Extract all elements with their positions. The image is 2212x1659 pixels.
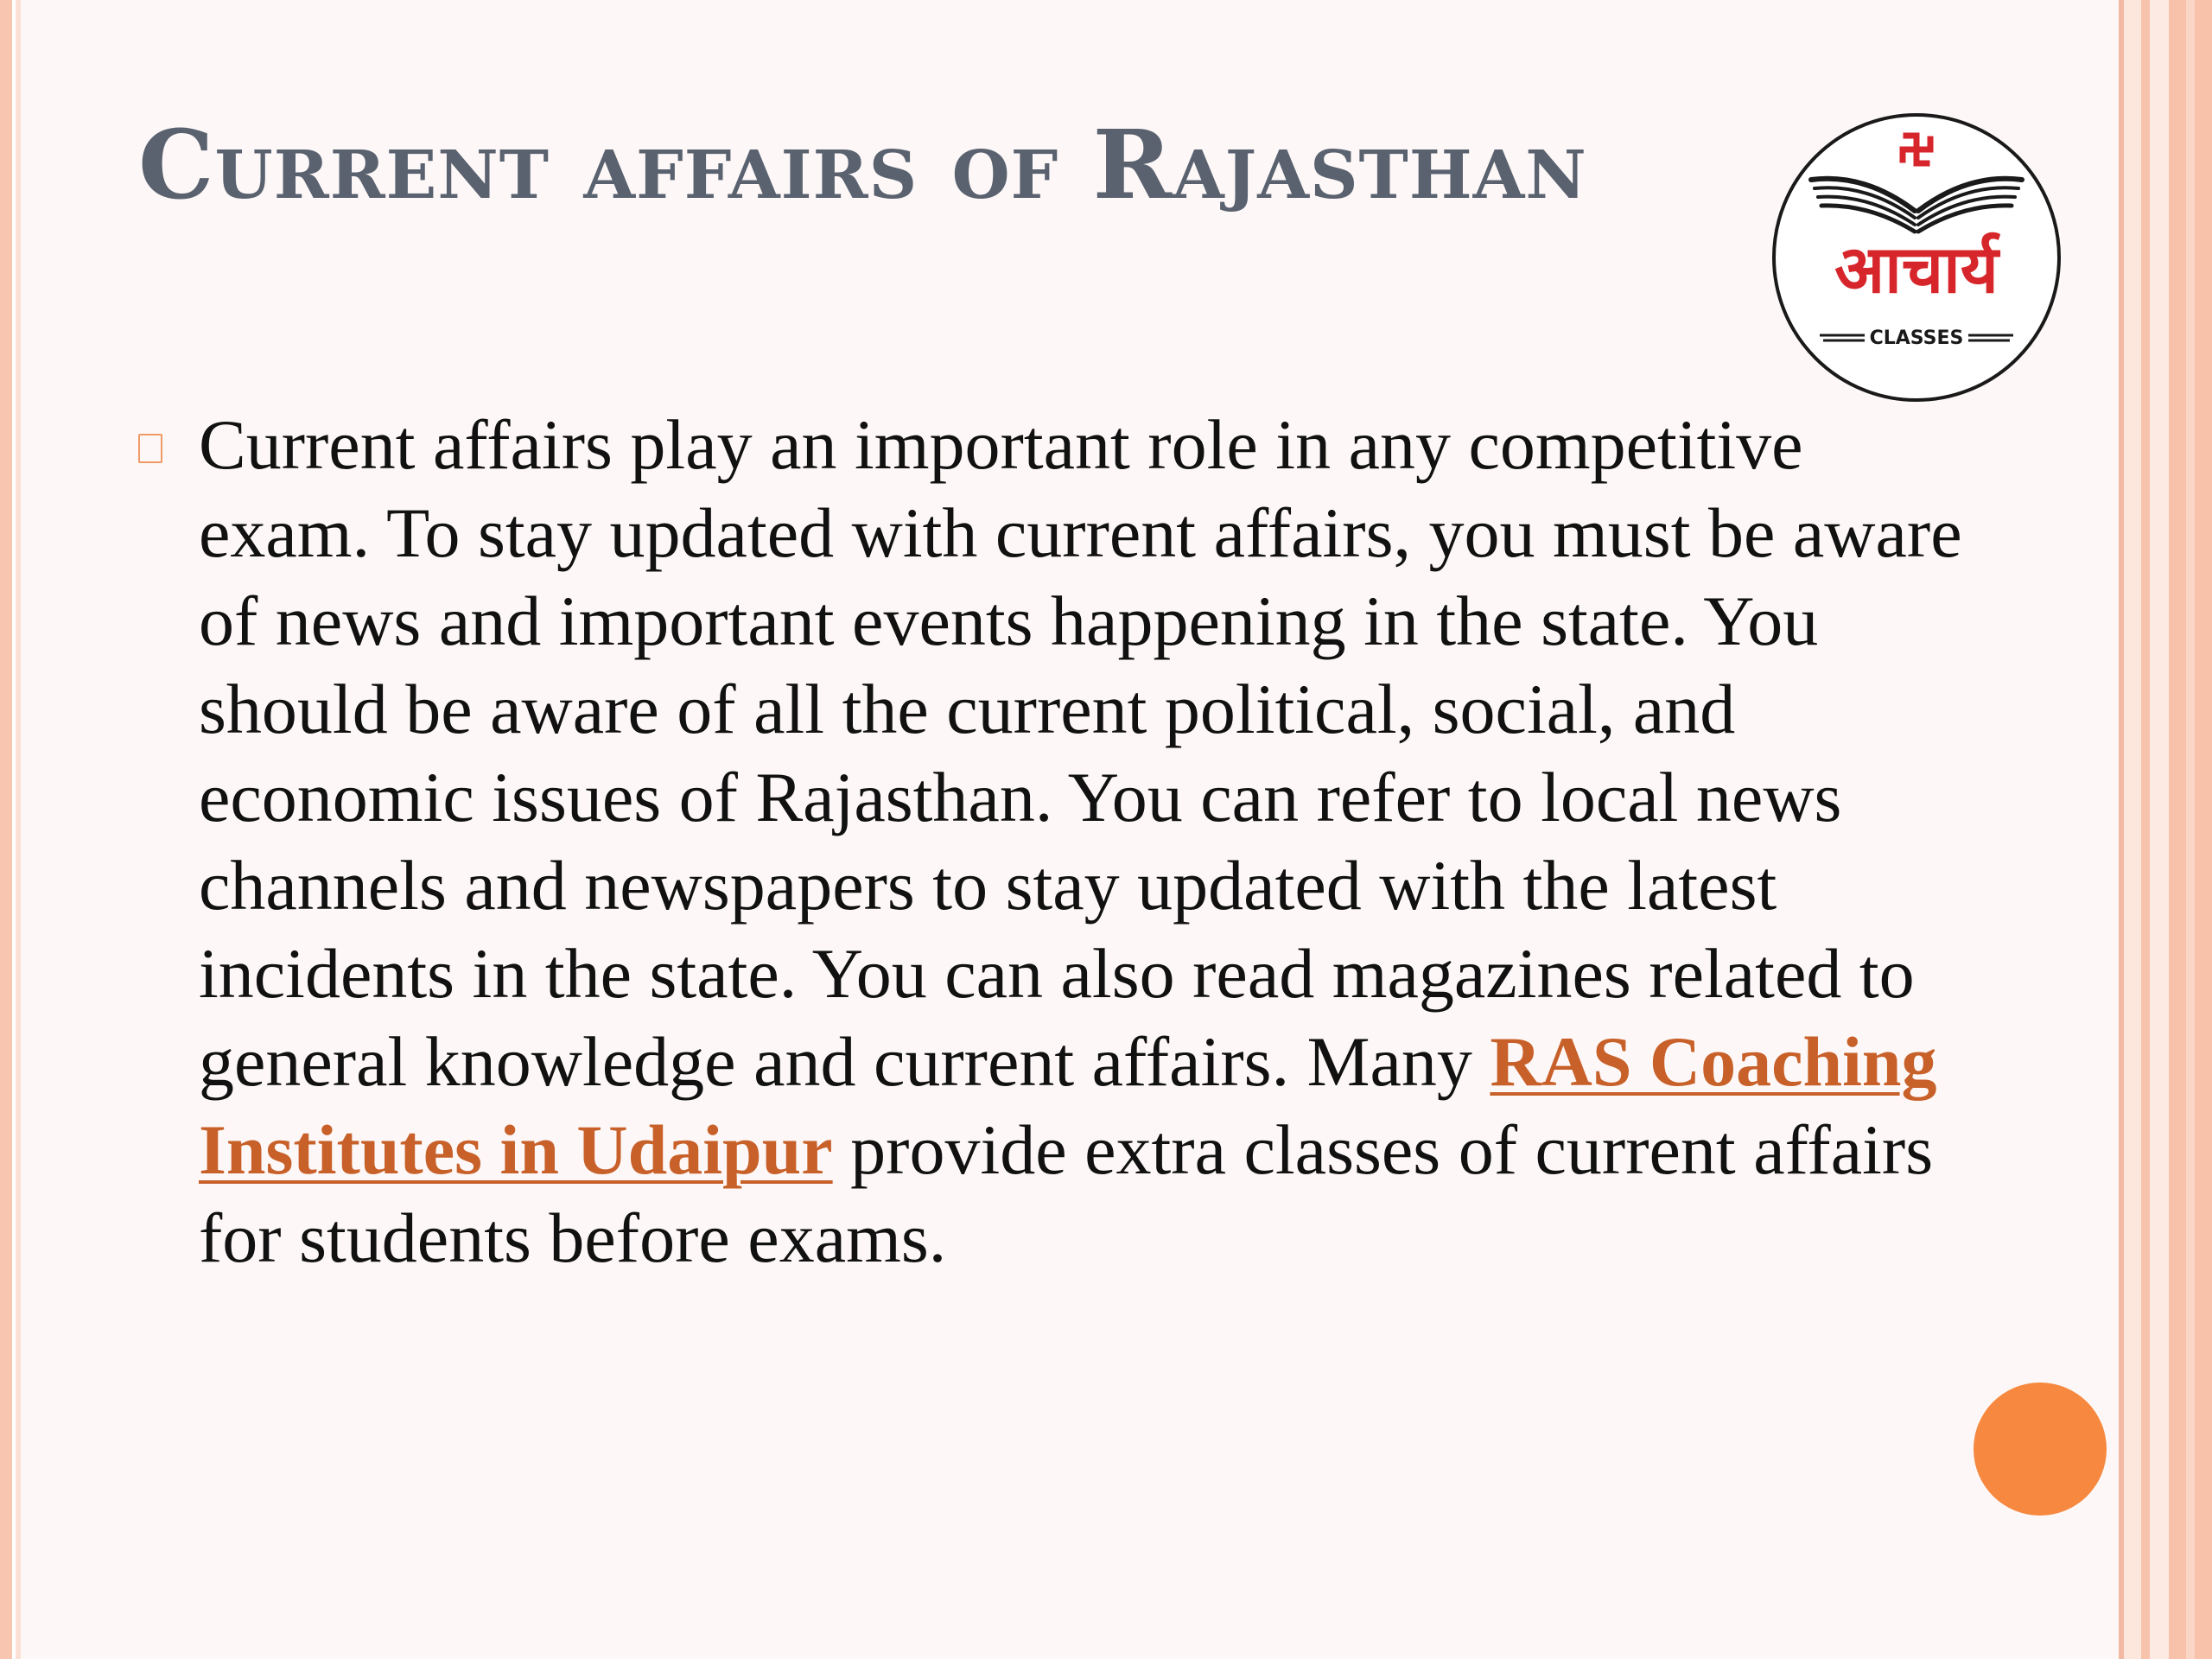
body-text-after-link: provide extra classes of current affairs for students before exams.: [199, 1110, 1934, 1277]
left-border-decoration: [0, 0, 12, 1659]
ras-coaching-link[interactable]: RAS Coaching Institutes in Udaipur: [199, 1022, 1937, 1189]
right-border-stripe: [2124, 0, 2141, 1659]
logo-brand-text: आचार्य: [1834, 231, 1999, 308]
open-book-swastika-logo-icon: [1770, 111, 2063, 404]
right-border-stripe: [2150, 0, 2169, 1659]
body-text-before-link: Current affairs play an important role in any competitive exam. To stay updated with current affairs, you must be aware of news and important events happening in the state. You should be aware of all the current political, social, and economic issues of Rajasthan. You can refer to local news channels and newspapers to stay updated with the latest incidents in the state. You can also read magazines related to general knowledge and current affairs. Many: [199, 405, 1962, 1101]
acharya-classes-logo: [1770, 111, 2063, 404]
logo-sub-text: CLASSES: [1869, 327, 1964, 349]
right-border-stripe: [2186, 0, 2195, 1659]
body-paragraph: [199, 401, 1979, 1282]
right-border-stripe: [2141, 0, 2150, 1659]
bullet-icon: [138, 434, 162, 463]
decorative-orange-circle: [1974, 1382, 2107, 1516]
slide-title: Current affairs of Rajasthan: [138, 109, 1587, 220]
